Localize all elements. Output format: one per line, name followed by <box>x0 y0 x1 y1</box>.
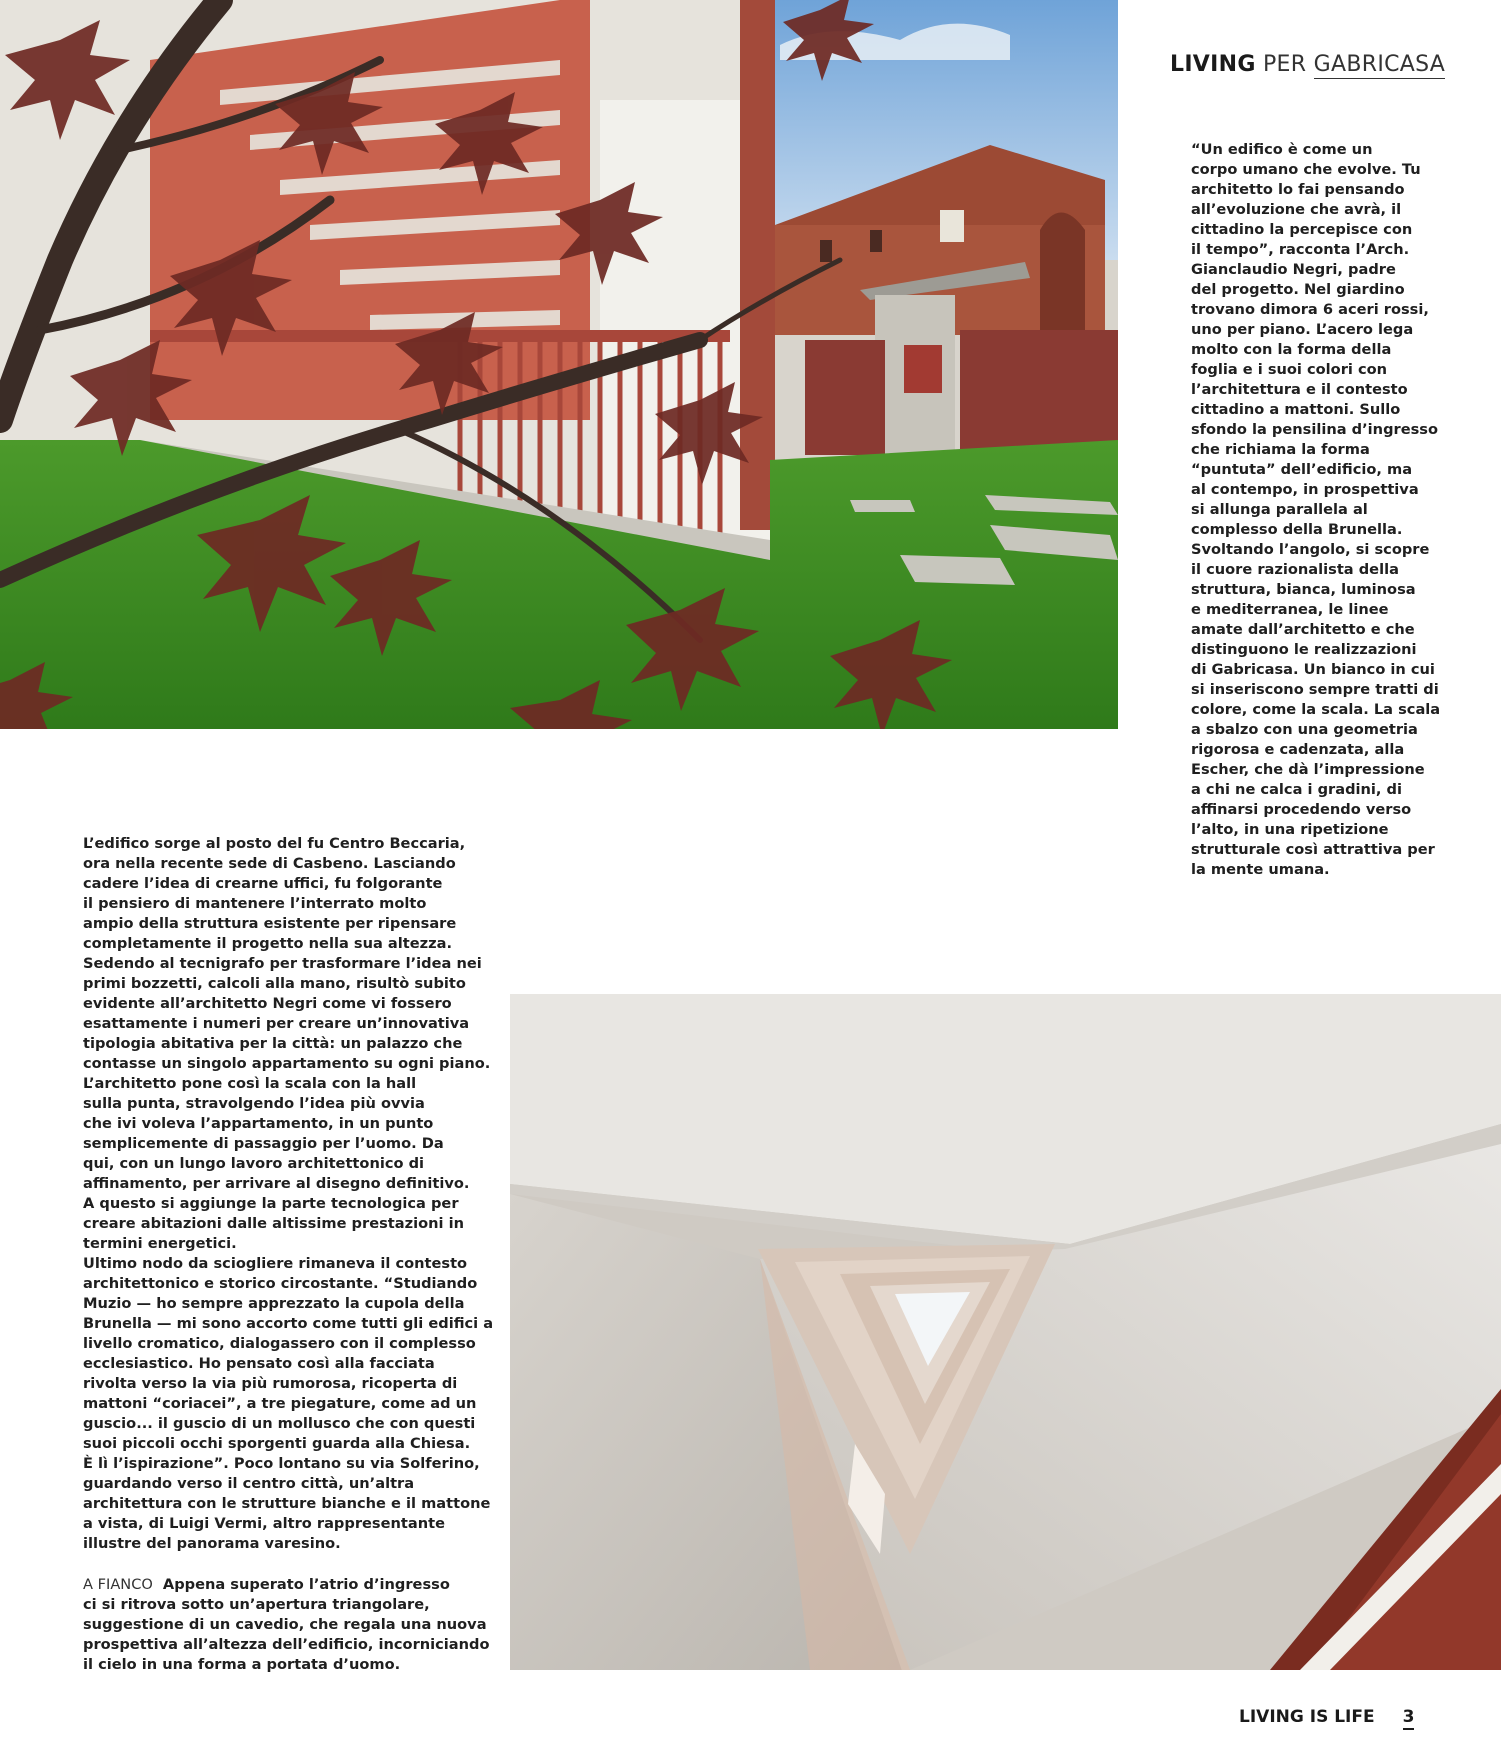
right-column-text <box>1191 140 1440 880</box>
text-line: uno per piano. L’acero lega <box>1191 321 1414 338</box>
text-line: creare abitazioni dalle altissime prestazioni in <box>83 1215 464 1232</box>
left-column-text <box>83 834 493 1554</box>
text-line: “Un edifico è come un <box>1191 141 1373 158</box>
text-line: livello cromatico, dialogassero con il complesso <box>83 1335 476 1352</box>
text-line: trovano dimora 6 aceri rossi, <box>1191 301 1429 318</box>
text-line: prospettiva all’altezza dell’edificio, incorniciando <box>83 1636 490 1653</box>
text-line: del progetto. Nel giardino <box>1191 281 1405 298</box>
text-line: si allunga parallela al <box>1191 501 1368 518</box>
text-line: affinamento, per arrivare al disegno definitivo. <box>83 1175 470 1192</box>
text-line: Sedendo al tecnigrafo per trasformare l’idea nei <box>83 955 482 972</box>
text-line: L’edifico sorge al posto del fu Centro Beccaria, <box>83 835 466 852</box>
text-line: che richiama la forma <box>1191 441 1370 458</box>
text-line: cadere l’idea di crearne uffici, fu folgorante <box>83 875 443 892</box>
text-line: all’evoluzione che avrà, il <box>1191 201 1402 218</box>
text-line: il cielo in una forma a portata d’uomo. <box>83 1656 401 1673</box>
text-line: A questo si aggiunge la parte tecnologica per <box>83 1195 459 1212</box>
text-line: contasse un singolo appartamento su ogni piano. <box>83 1055 491 1072</box>
text-line: Escher, che dà l’impressione <box>1191 761 1425 778</box>
photo-caption <box>83 1575 490 1675</box>
caption-first-line <box>83 1575 490 1595</box>
section-label-strong: LIVING <box>1170 52 1256 77</box>
text-line: rigorosa e cadenzata, alla <box>1191 741 1405 758</box>
text-line: esattamente i numeri per creare un’innovativa <box>83 1015 470 1032</box>
text-line: foglia e i suoi colori con <box>1191 361 1388 378</box>
text-line: il tempo”, racconta l’Arch. <box>1191 241 1410 258</box>
text-line: a vista, di Luigi Vermi, altro rappresentante <box>83 1515 445 1532</box>
text-line: il pensiero di mantenere l’interrato molto <box>83 895 427 912</box>
text-line: architettura con le strutture bianche e il mattone <box>83 1495 491 1512</box>
text-line: l’architettura e il contesto <box>1191 381 1408 398</box>
text-line: evidente all’architetto Negri come vi fossero <box>83 995 452 1012</box>
caption-lead: A FIANCO <box>83 1576 153 1593</box>
text-line: sulla punta, stravolgendo l’idea più ovvia <box>83 1095 425 1112</box>
text-line: “puntuta” dell’edificio, ma <box>1191 461 1413 478</box>
text-line: al contempo, in prospettiva <box>1191 481 1419 498</box>
text-line: la mente umana. <box>1191 861 1330 878</box>
photo-red-maple-garden <box>0 0 1118 729</box>
text-line: strutturale così attrattiva per <box>1191 841 1435 858</box>
text-line: molto con la forma della <box>1191 341 1392 358</box>
text-line: il cuore razionalista della <box>1191 561 1399 578</box>
text-line: ecclesiastico. Ho pensato così alla facciata <box>83 1355 435 1372</box>
text-line: Gianclaudio Negri, padre <box>1191 261 1396 278</box>
text-line: si inseriscono sempre tratti di <box>1191 681 1439 698</box>
text-line: termini energetici. <box>83 1235 237 1252</box>
text-line: qui, con un lungo lavoro architettonico di <box>83 1155 425 1172</box>
text-line: guscio... il guscio di un mollusco che con questi <box>83 1415 476 1432</box>
text-line: l’alto, in una ripetizione <box>1191 821 1389 838</box>
footer-tagline: LIVING IS LIFE <box>1239 1707 1375 1727</box>
text-line: architetto lo fai pensando <box>1191 181 1405 198</box>
text-line: che ivi voleva l’appartamento, in un punto <box>83 1115 434 1132</box>
text-line: Svoltando l’angolo, si scopre <box>1191 541 1430 558</box>
text-line: amate dall’architetto e che <box>1191 621 1415 638</box>
text-line: illustre del panorama varesino. <box>83 1535 341 1552</box>
text-line: ampio della struttura esistente per ripensare <box>83 915 457 932</box>
section-label-light: PER <box>1262 52 1307 77</box>
text-line: affinarsi procedendo verso <box>1191 801 1412 818</box>
text-line: colore, come la scala. La scala <box>1191 701 1441 718</box>
text-line: sfondo la pensilina d’ingresso <box>1191 421 1439 438</box>
text-line: mattoni “coriacei”, a tre piegature, come ad un <box>83 1395 477 1412</box>
text-line: architettonico e storico circostante. “Studiando <box>83 1275 478 1292</box>
text-line: semplicemente di passaggio per l’uomo. Da <box>83 1135 444 1152</box>
text-line: e mediterranea, le linee <box>1191 601 1389 618</box>
text-line: a chi ne calca i gradini, di <box>1191 781 1402 798</box>
text-line: Brunella — mi sono accorto come tutti gli edifici a <box>83 1315 494 1332</box>
text-line: ci si ritrova sotto un’apertura triangolare, <box>83 1596 430 1613</box>
section-label <box>1170 52 1445 77</box>
page-footer <box>1239 1707 1414 1727</box>
text-line: suoi piccoli occhi sporgenti guarda alla Chiesa. <box>83 1435 471 1452</box>
text-line: di Gabricasa. Un bianco in cui <box>1191 661 1435 678</box>
text-line: corpo umano che evolve. Tu <box>1191 161 1421 178</box>
brand-name: GABRICASA <box>1313 52 1446 77</box>
text-line: completamente il progetto nella sua altezza. <box>83 935 452 952</box>
text-line: ora nella recente sede di Casbeno. Lasciando <box>83 855 456 872</box>
text-line: suggestione di un cavedio, che regala una nuova <box>83 1616 487 1633</box>
photo-triangular-stairwell <box>510 994 1501 1670</box>
text-line: cittadino la percepisce con <box>1191 221 1413 238</box>
text-line: complesso della Brunella. <box>1191 521 1403 538</box>
text-line: L’architetto pone così la scala con la hall <box>83 1075 417 1092</box>
text-line: Ultimo nodo da sciogliere rimaneva il contesto <box>83 1255 468 1272</box>
text-line: guardando verso il centro città, un’altra <box>83 1475 415 1492</box>
page-number: 3 <box>1403 1707 1415 1730</box>
caption-line: Appena superato l’atrio d’ingresso <box>162 1576 450 1593</box>
text-line: rivolta verso la via più rumorosa, ricoperta di <box>83 1375 458 1392</box>
text-line: Muzio — ho sempre apprezzato la cupola della <box>83 1295 465 1312</box>
text-line: È lì l’ispirazione”. Poco lontano su via Solferino, <box>83 1455 480 1472</box>
text-line: primi bozzetti, calcoli alla mano, risultò subito <box>83 975 466 992</box>
text-line: struttura, bianca, luminosa <box>1191 581 1416 598</box>
text-line: a sbalzo con una geometria <box>1191 721 1418 738</box>
text-line: cittadino a mattoni. Sullo <box>1191 401 1401 418</box>
text-line: tipologia abitativa per la città: un palazzo che <box>83 1035 463 1052</box>
text-line: distinguono le realizzazioni <box>1191 641 1417 658</box>
